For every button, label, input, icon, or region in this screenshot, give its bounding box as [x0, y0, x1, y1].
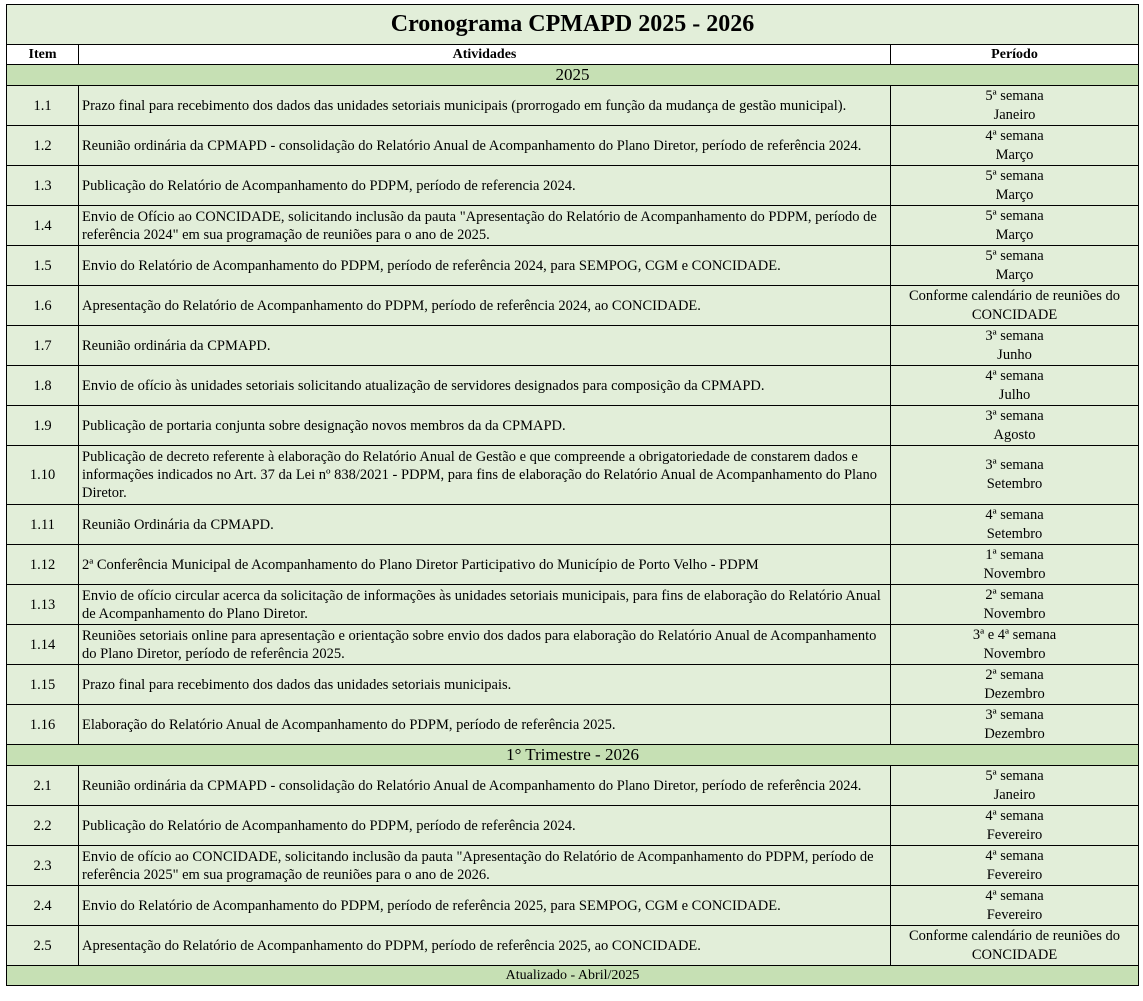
period-week: 3ª semana	[985, 327, 1044, 344]
table-row	[7, 766, 1139, 806]
period-cell	[891, 585, 1139, 625]
activity-text: Elaboração do Relatório Anual de Acompanhamento do PDPM, período de referência 2025.	[79, 705, 891, 745]
activity-text: Envio do Relatório de Acompanhamento do PDPM, período de referência 2025, para SEMPOG, CGM e CONCIDADE.	[79, 886, 891, 926]
period-month: Fevereiro	[986, 866, 1043, 883]
activity-text: Reuniões setoriais online para apresentação e orientação sobre envio dos dados para elaboração do Relatório Anual de Acompanhamento do Plano Diretor, período de referência 2025.	[79, 625, 891, 665]
period-cell	[891, 806, 1139, 846]
table-row	[7, 86, 1139, 126]
period-month: Julho	[998, 386, 1031, 403]
table-row	[7, 846, 1139, 886]
table-row	[7, 886, 1139, 926]
activity-text: Prazo final para recebimento dos dados das unidades setoriais municipais.	[79, 665, 891, 705]
period-week: 4ª semana	[985, 506, 1044, 523]
period-month: Fevereiro	[986, 906, 1043, 923]
period-week: Conforme calendário de reuniões do	[909, 927, 1120, 944]
activity-text: Envio de ofício ao CONCIDADE, solicitando inclusão da pauta "Apresentação do Relatório de Acompanhamento do PDPM, período de referência 2025" em sua programação de reuniões para o ano de 2026.	[79, 846, 891, 886]
period-month: CONCIDADE	[971, 946, 1058, 963]
schedule-document	[6, 4, 1138, 986]
period-week: 5ª semana	[985, 167, 1044, 184]
item-number: 1.11	[7, 505, 79, 545]
table-row	[7, 926, 1139, 966]
period-cell	[891, 286, 1139, 326]
table-row	[7, 406, 1139, 446]
period-month: Fevereiro	[986, 826, 1043, 843]
period-week: 4ª semana	[985, 127, 1044, 144]
activity-text: Envio de Ofício ao CONCIDADE, solicitando inclusão da pauta "Apresentação do Relatório de Acompanhamento do PDPM, período de referência 2024" em sua programação de reuniões para o ano de 2025.	[79, 206, 891, 246]
table-row	[7, 206, 1139, 246]
item-number: 1.4	[7, 206, 79, 246]
activity-text: Publicação do Relatório de Acompanhamento do PDPM, período de referencia 2024.	[79, 166, 891, 206]
period-week: 4ª semana	[985, 367, 1044, 384]
activity-text: Reunião Ordinária da CPMAPD.	[79, 505, 891, 545]
header-item: Item	[7, 45, 79, 65]
period-cell	[891, 625, 1139, 665]
activity-text: 2ª Conferência Municipal de Acompanhamento do Plano Diretor Participativo do Município de Porto Velho - PDPM	[79, 545, 891, 585]
period-week: 5ª semana	[985, 207, 1044, 224]
section-row	[7, 745, 1139, 766]
period-month: Novembro	[983, 605, 1046, 622]
period-cell	[891, 126, 1139, 166]
activity-text: Envio do Relatório de Acompanhamento do PDPM, período de referência 2024, para SEMPOG, CGM e CONCIDADE.	[79, 246, 891, 286]
period-cell	[891, 926, 1139, 966]
item-number: 1.7	[7, 326, 79, 366]
item-number: 2.4	[7, 886, 79, 926]
section-label: 1° Trimestre - 2026	[7, 745, 1139, 766]
period-month: Março	[995, 266, 1034, 283]
table-row	[7, 326, 1139, 366]
item-number: 1.14	[7, 625, 79, 665]
item-number: 1.6	[7, 286, 79, 326]
period-cell	[891, 206, 1139, 246]
period-week: 5ª semana	[985, 247, 1044, 264]
period-month: Setembro	[986, 476, 1043, 492]
activity-text: Prazo final para recebimento dos dados das unidades setoriais municipais (prorrogado em função da mudança de gestão municipal).	[79, 86, 891, 126]
period-week: 3ª e 4ª semana	[972, 626, 1057, 643]
period-month: Janeiro	[993, 786, 1036, 803]
period-month: Setembro	[986, 525, 1043, 542]
section-row	[7, 65, 1139, 86]
table-row	[7, 286, 1139, 326]
activity-text: Publicação de portaria conjunta sobre designação novos membros da da CPMAPD.	[79, 406, 891, 446]
activity-text: Reunião ordinária da CPMAPD - consolidação do Relatório Anual de Acompanhamento do Plano Diretor, período de referência 2024.	[79, 766, 891, 806]
table-row	[7, 585, 1139, 625]
period-week: 4ª semana	[985, 847, 1044, 864]
period-month: Agosto	[993, 426, 1036, 443]
table-row	[7, 806, 1139, 846]
activity-text: Reunião ordinária da CPMAPD.	[79, 326, 891, 366]
table-row	[7, 705, 1139, 745]
period-month: Janeiro	[993, 106, 1036, 123]
period-cell	[891, 705, 1139, 745]
item-number: 1.9	[7, 406, 79, 446]
activity-text: Envio de ofício circular acerca da solicitação de informações às unidades setoriais municipais, para fins de elaboração do Relatório Anual de Acompanhamento do Plano Diretor.	[79, 585, 891, 625]
period-month: Março	[995, 186, 1034, 203]
period-cell	[891, 406, 1139, 446]
item-number: 1.3	[7, 166, 79, 206]
period-week: 2ª semana	[985, 586, 1044, 603]
header-row	[7, 45, 1139, 65]
period-week: 4ª semana	[985, 887, 1044, 904]
item-number: 2.2	[7, 806, 79, 846]
period-cell	[891, 366, 1139, 406]
activity-text: Publicação de decreto referente à elaboração do Relatório Anual de Gestão e que compreende a obrigatoriedade de constarem dados e informações indicados no Art. 37 da Lei nº 838/2021 - PDPM, para fins de elaboração do Relatório Anual de Acompanhamento do Plano Diretor.	[79, 446, 891, 505]
header-activities: Atividades	[79, 45, 891, 65]
item-number: 1.1	[7, 86, 79, 126]
period-week: 2ª semana	[985, 666, 1044, 683]
table-title: Cronograma CPMAPD 2025 - 2026	[7, 5, 1139, 45]
period-cell	[891, 86, 1139, 126]
table-row	[7, 446, 1139, 505]
table-row	[7, 246, 1139, 286]
table-row	[7, 166, 1139, 206]
period-week: 3ª semana	[985, 706, 1044, 723]
period-cell	[891, 246, 1139, 286]
period-month: Dezembro	[984, 725, 1045, 742]
item-number: 1.2	[7, 126, 79, 166]
period-month: Novembro	[983, 565, 1046, 582]
period-month: Junho	[997, 346, 1032, 363]
period-cell	[891, 166, 1139, 206]
item-number: 2.5	[7, 926, 79, 966]
table-row	[7, 625, 1139, 665]
item-number: 2.3	[7, 846, 79, 886]
item-number: 1.13	[7, 585, 79, 625]
table-row	[7, 665, 1139, 705]
period-month: Novembro	[983, 645, 1046, 662]
item-number: 1.15	[7, 665, 79, 705]
period-week: Conforme calendário de reuniões do	[909, 287, 1120, 304]
activity-text: Apresentação do Relatório de Acompanhamento do PDPM, período de referência 2025, ao CONCIDADE.	[79, 926, 891, 966]
period-month: Março	[995, 226, 1034, 243]
item-number: 1.12	[7, 545, 79, 585]
activity-text: Reunião ordinária da CPMAPD - consolidação do Relatório Anual de Acompanhamento do Plano Diretor, período de referência 2024.	[79, 126, 891, 166]
period-week: 1ª semana	[985, 546, 1044, 563]
table-row	[7, 126, 1139, 166]
period-cell	[891, 665, 1139, 705]
period-cell	[891, 326, 1139, 366]
period-week: 5ª semana	[985, 87, 1044, 104]
period-cell	[891, 846, 1139, 886]
period-cell	[891, 886, 1139, 926]
activity-text: Apresentação do Relatório de Acompanhamento do PDPM, período de referência 2024, ao CONCIDADE.	[79, 286, 891, 326]
table-row	[7, 505, 1139, 545]
item-number: 1.10	[7, 446, 79, 505]
period-cell	[891, 446, 1139, 505]
footer-updated: Atualizado - Abril/2025	[7, 966, 1139, 986]
period-cell	[891, 545, 1139, 585]
item-number: 1.8	[7, 366, 79, 406]
period-week: 3ª semana	[985, 407, 1044, 424]
schedule-table	[6, 4, 1139, 986]
period-cell	[891, 766, 1139, 806]
activity-text: Envio de ofício às unidades setoriais solicitando atualização de servidores designados para composição da CPMAPD.	[79, 366, 891, 406]
period-cell	[891, 505, 1139, 545]
period-month: Dezembro	[984, 685, 1045, 702]
table-row	[7, 366, 1139, 406]
item-number: 2.1	[7, 766, 79, 806]
table-row	[7, 545, 1139, 585]
footer-row	[7, 966, 1139, 986]
header-period: Período	[891, 45, 1139, 65]
section-label: 2025	[7, 65, 1139, 86]
period-week: 3ª semana	[985, 457, 1044, 473]
period-month: CONCIDADE	[971, 306, 1058, 323]
period-month: Março	[995, 146, 1034, 163]
period-week: 4ª semana	[985, 807, 1044, 824]
period-week: 5ª semana	[985, 767, 1044, 784]
item-number: 1.16	[7, 705, 79, 745]
item-number: 1.5	[7, 246, 79, 286]
activity-text: Publicação do Relatório de Acompanhamento do PDPM, período de referência 2024.	[79, 806, 891, 846]
